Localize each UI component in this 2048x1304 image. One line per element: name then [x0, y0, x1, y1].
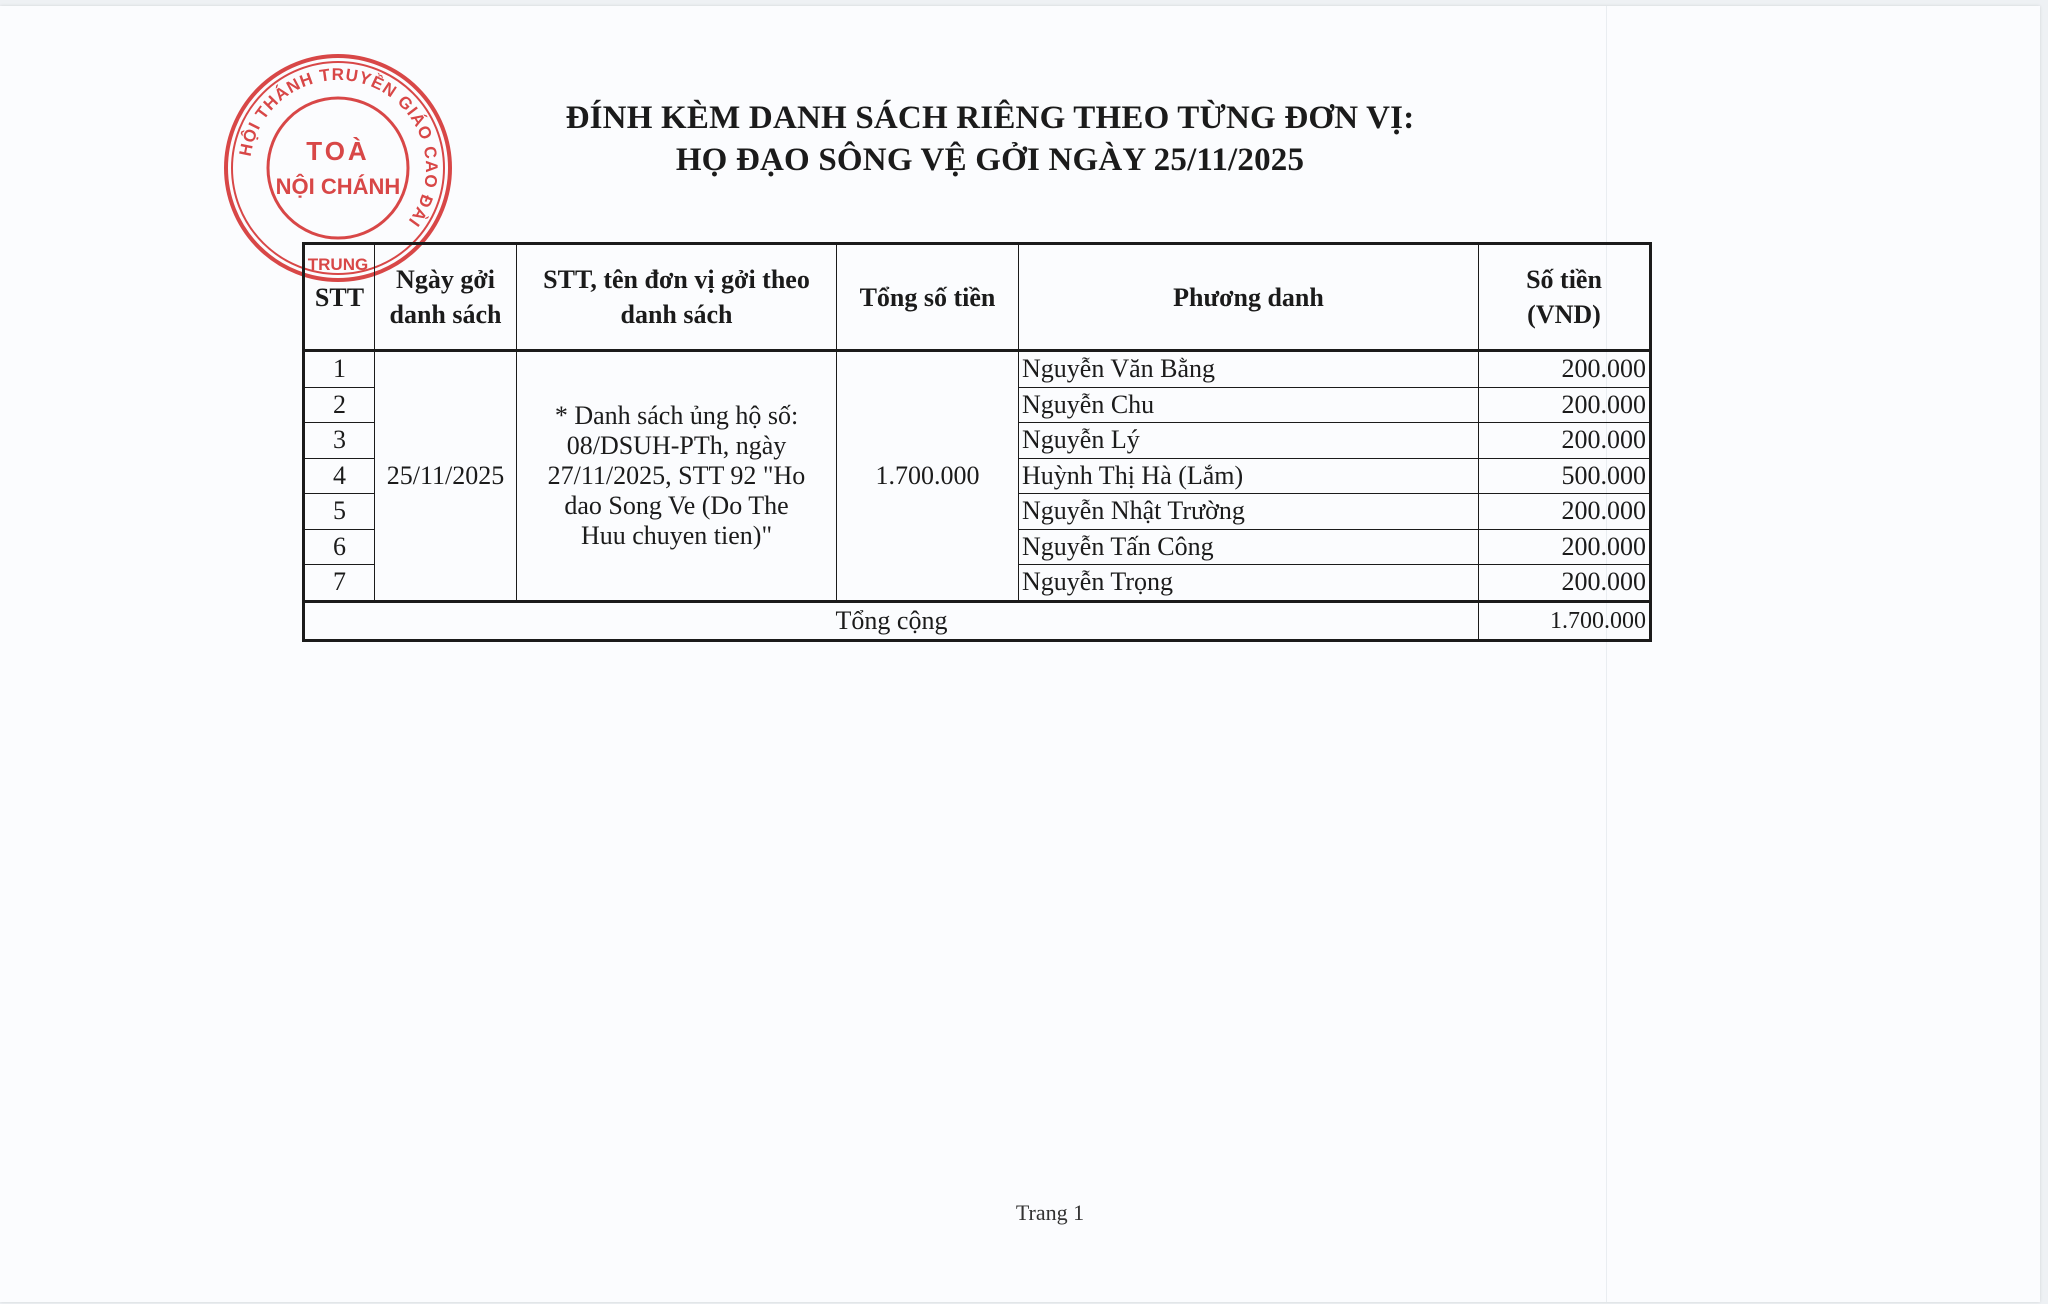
row-stt: 2	[304, 387, 375, 423]
header-total: Tổng số tiền	[837, 244, 1019, 351]
document-title-line2: HỌ ĐẠO SÔNG VỆ GỞI NGÀY 25/11/2025	[675, 142, 1305, 178]
row-stt: 7	[304, 565, 375, 602]
table-total-row	[304, 601, 1651, 640]
document-title-line1: ĐÍNH KÈM DANH SÁCH RIÊNG THEO TỪNG ĐƠN VỊ:	[565, 100, 1415, 136]
table-row	[304, 351, 1651, 388]
total-value: 1.700.000	[1479, 601, 1651, 640]
header-date-line1: Ngày gởi	[396, 265, 495, 294]
row-stt: 5	[304, 494, 375, 530]
row-amount: 200.000	[1479, 387, 1651, 423]
row-stt: 4	[304, 458, 375, 494]
row-amount: 500.000	[1479, 458, 1651, 494]
total-label: Tổng cộng	[304, 601, 1479, 640]
group-unit-line: 27/11/2025, STT 92 "Ho	[547, 460, 806, 490]
page-number: Trang 1	[1015, 1200, 1085, 1225]
group-unit-line: 08/DSUH-PTh, ngày	[566, 430, 787, 460]
header-date	[375, 244, 517, 351]
header-amount-line2: (VND)	[1527, 300, 1601, 329]
row-amount: 200.000	[1479, 423, 1651, 459]
seal-ring-text: HỘI THÁNH TRUYỀN GIÁO CAO ĐÀI	[235, 64, 442, 231]
header-amount-line1: Số tiền	[1526, 265, 1602, 294]
row-amount: 200.000	[1479, 494, 1651, 530]
row-amount: 200.000	[1479, 529, 1651, 565]
header-unit-line2: danh sách	[620, 300, 733, 329]
header-name: Phương danh	[1019, 244, 1479, 351]
group-unit-line: Huu chuyen tien)"	[580, 520, 773, 550]
row-name: Nguyễn Lý	[1019, 423, 1479, 459]
row-name: Nguyễn Chu	[1019, 387, 1479, 423]
row-stt: 3	[304, 423, 375, 459]
group-unit	[517, 351, 837, 602]
row-name: Nguyễn Tấn Công	[1019, 529, 1479, 565]
group-unit-line: * Danh sách ủng hộ số:	[554, 400, 799, 430]
row-name: Nguyễn Trọng	[1019, 565, 1479, 602]
group-total: 1.700.000	[837, 351, 1019, 602]
donation-table	[302, 242, 1652, 642]
row-stt: 1	[304, 351, 375, 388]
table-header-row	[304, 244, 1651, 351]
row-name: Nguyễn Nhật Trường	[1019, 494, 1479, 530]
header-amount	[1479, 244, 1651, 351]
group-date: 25/11/2025	[375, 351, 517, 602]
header-unit	[517, 244, 837, 351]
row-stt: 6	[304, 529, 375, 565]
group-unit-line: dao Song Ve (Do The	[564, 490, 789, 520]
row-name: Nguyễn Văn Bằng	[1019, 351, 1479, 388]
page-fold-line	[1606, 6, 1607, 1302]
header-unit-line1: STT, tên đơn vị gởi theo	[543, 265, 810, 294]
row-amount: 200.000	[1479, 351, 1651, 388]
seal-ring-bottom: TRUNG	[307, 255, 369, 274]
row-amount: 200.000	[1479, 565, 1651, 602]
row-name: Huỳnh Thị Hà (Lắm)	[1019, 458, 1479, 494]
header-date-line2: danh sách	[389, 300, 502, 329]
seal-center-top: TOÀ	[306, 136, 370, 166]
header-stt: STT	[304, 244, 375, 351]
seal-center-bottom: NỘI CHÁNH	[275, 174, 401, 199]
